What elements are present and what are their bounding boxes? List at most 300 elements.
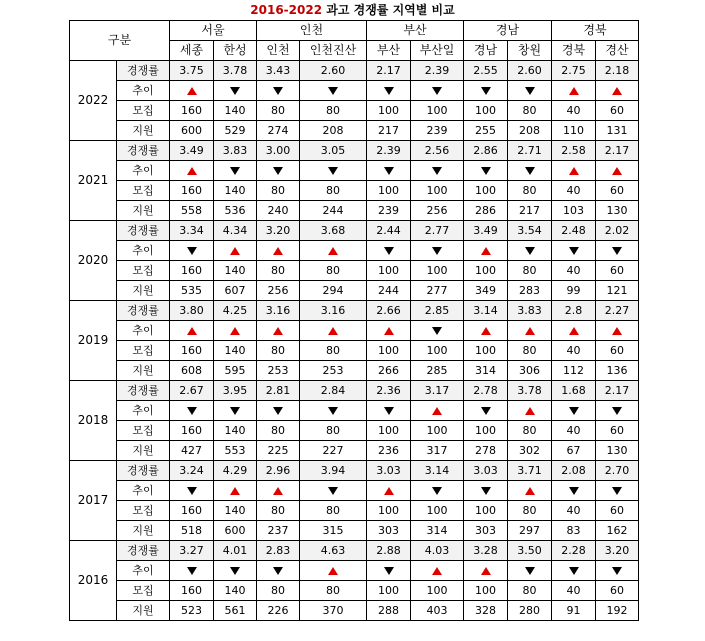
applicants-cell: 536 <box>214 201 257 221</box>
triangle-up-icon <box>612 167 622 175</box>
row-label-rate: 경쟁률 <box>117 141 170 161</box>
triangle-up-icon <box>569 87 579 95</box>
triangle-down-icon <box>187 407 197 415</box>
rate-cell: 2.77 <box>411 221 464 241</box>
school-header: 부산 <box>367 41 411 61</box>
quota-cell: 100 <box>411 261 464 281</box>
quota-cell: 60 <box>596 341 639 361</box>
triangle-down-icon <box>384 167 394 175</box>
triangle-up-icon <box>187 87 197 95</box>
quota-cell: 80 <box>257 581 300 601</box>
rate-cell: 4.25 <box>214 301 257 321</box>
trend-cell <box>596 401 639 421</box>
rate-cell: 2.67 <box>170 381 214 401</box>
quota-cell: 80 <box>257 101 300 121</box>
triangle-up-icon <box>525 487 535 495</box>
school-header: 인천진산 <box>300 41 367 61</box>
triangle-up-icon <box>230 327 240 335</box>
trend-cell <box>596 321 639 341</box>
rate-cell: 3.50 <box>508 541 552 561</box>
triangle-down-icon <box>432 487 442 495</box>
quota-cell: 80 <box>508 581 552 601</box>
triangle-up-icon <box>432 567 442 575</box>
trend-cell <box>552 81 596 101</box>
applicants-cell: 121 <box>596 281 639 301</box>
rate-cell: 3.54 <box>508 221 552 241</box>
applicants-cell: 237 <box>257 521 300 541</box>
rate-cell: 3.03 <box>464 461 508 481</box>
triangle-down-icon <box>569 487 579 495</box>
trend-cell <box>411 561 464 581</box>
trend-cell <box>257 321 300 341</box>
rate-cell: 2.17 <box>596 381 639 401</box>
triangle-down-icon <box>481 487 491 495</box>
table-row-trend <box>70 481 639 501</box>
trend-cell <box>411 321 464 341</box>
applicants-cell: 99 <box>552 281 596 301</box>
applicants-cell: 236 <box>367 441 411 461</box>
applicants-cell: 239 <box>411 121 464 141</box>
trend-cell <box>464 81 508 101</box>
applicants-cell: 370 <box>300 601 367 621</box>
quota-cell: 100 <box>464 581 508 601</box>
triangle-up-icon <box>384 327 394 335</box>
region-header: 경남 <box>464 21 552 41</box>
quota-cell: 100 <box>464 501 508 521</box>
applicants-cell: 286 <box>464 201 508 221</box>
quota-cell: 100 <box>411 341 464 361</box>
rate-cell: 3.05 <box>300 141 367 161</box>
rate-cell: 2.44 <box>367 221 411 241</box>
rate-cell: 2.75 <box>552 61 596 81</box>
quota-cell: 160 <box>170 101 214 121</box>
quota-cell: 100 <box>411 181 464 201</box>
applicants-cell: 130 <box>596 441 639 461</box>
rate-cell: 2.85 <box>411 301 464 321</box>
triangle-up-icon <box>432 407 442 415</box>
triangle-up-icon <box>230 247 240 255</box>
school-header: 경남 <box>464 41 508 61</box>
table-row-quota <box>70 181 639 201</box>
row-label-applicants: 지원 <box>117 521 170 541</box>
triangle-down-icon <box>481 407 491 415</box>
table-row-applicants <box>70 441 639 461</box>
triangle-down-icon <box>525 247 535 255</box>
triangle-up-icon <box>273 247 283 255</box>
trend-cell <box>552 161 596 181</box>
school-header: 경산 <box>596 41 639 61</box>
rate-cell: 3.17 <box>411 381 464 401</box>
triangle-down-icon <box>384 247 394 255</box>
row-label-rate: 경쟁률 <box>117 221 170 241</box>
table-row-rate <box>70 61 639 81</box>
rate-cell: 3.49 <box>170 141 214 161</box>
applicants-cell: 558 <box>170 201 214 221</box>
applicants-cell: 256 <box>411 201 464 221</box>
header-row-regions <box>70 21 639 41</box>
row-label-trend: 추이 <box>117 321 170 341</box>
applicants-cell: 328 <box>464 601 508 621</box>
quota-cell: 60 <box>596 261 639 281</box>
rate-cell: 2.8 <box>552 301 596 321</box>
quota-cell: 140 <box>214 181 257 201</box>
rate-cell: 3.16 <box>300 301 367 321</box>
triangle-down-icon <box>569 407 579 415</box>
applicants-cell: 91 <box>552 601 596 621</box>
triangle-down-icon <box>273 407 283 415</box>
trend-cell <box>300 241 367 261</box>
trend-cell <box>214 81 257 101</box>
trend-cell <box>367 321 411 341</box>
rate-cell: 2.56 <box>411 141 464 161</box>
applicants-cell: 217 <box>367 121 411 141</box>
trend-cell <box>214 161 257 181</box>
triangle-down-icon <box>432 247 442 255</box>
rate-cell: 3.27 <box>170 541 214 561</box>
rate-cell: 3.03 <box>367 461 411 481</box>
applicants-cell: 130 <box>596 201 639 221</box>
table-row-trend <box>70 161 639 181</box>
rate-cell: 3.78 <box>214 61 257 81</box>
row-label-quota: 모집 <box>117 261 170 281</box>
triangle-down-icon <box>328 487 338 495</box>
triangle-up-icon <box>328 247 338 255</box>
row-label-quota: 모집 <box>117 501 170 521</box>
trend-cell <box>214 561 257 581</box>
applicants-cell: 283 <box>508 281 552 301</box>
table-row-rate <box>70 301 639 321</box>
applicants-cell: 103 <box>552 201 596 221</box>
trend-cell <box>367 561 411 581</box>
triangle-down-icon <box>328 87 338 95</box>
triangle-up-icon <box>525 327 535 335</box>
table-row-applicants <box>70 521 639 541</box>
table-row-trend <box>70 81 639 101</box>
quota-cell: 80 <box>508 421 552 441</box>
table-row-quota <box>70 421 639 441</box>
applicants-cell: 244 <box>367 281 411 301</box>
quota-cell: 100 <box>367 341 411 361</box>
rate-cell: 2.17 <box>367 61 411 81</box>
trend-cell <box>170 321 214 341</box>
applicants-cell: 303 <box>367 521 411 541</box>
school-header: 인천 <box>257 41 300 61</box>
applicants-cell: 240 <box>257 201 300 221</box>
trend-cell <box>596 561 639 581</box>
quota-cell: 80 <box>300 181 367 201</box>
rate-cell: 2.81 <box>257 381 300 401</box>
table-row-quota <box>70 501 639 521</box>
applicants-cell: 294 <box>300 281 367 301</box>
quota-cell: 100 <box>464 261 508 281</box>
trend-cell <box>508 241 552 261</box>
applicants-cell: 523 <box>170 601 214 621</box>
trend-cell <box>367 81 411 101</box>
triangle-down-icon <box>230 87 240 95</box>
trend-cell <box>300 321 367 341</box>
rate-cell: 2.78 <box>464 381 508 401</box>
year-cell: 2016 <box>70 541 117 621</box>
school-header: 창원 <box>508 41 552 61</box>
rate-cell: 2.39 <box>367 141 411 161</box>
quota-cell: 80 <box>508 261 552 281</box>
triangle-up-icon <box>187 167 197 175</box>
rate-cell: 3.00 <box>257 141 300 161</box>
title-years: 2016-2022 <box>250 3 323 17</box>
applicants-cell: 227 <box>300 441 367 461</box>
trend-cell <box>411 401 464 421</box>
school-header: 경북 <box>552 41 596 61</box>
row-label-quota: 모집 <box>117 181 170 201</box>
applicants-cell: 303 <box>464 521 508 541</box>
rate-cell: 1.68 <box>552 381 596 401</box>
trend-cell <box>300 561 367 581</box>
rate-cell: 2.17 <box>596 141 639 161</box>
applicants-cell: 314 <box>411 521 464 541</box>
trend-cell <box>552 561 596 581</box>
applicants-cell: 131 <box>596 121 639 141</box>
trend-cell <box>552 321 596 341</box>
trend-cell <box>170 241 214 261</box>
quota-cell: 40 <box>552 501 596 521</box>
triangle-down-icon <box>328 167 338 175</box>
rate-cell: 4.03 <box>411 541 464 561</box>
quota-cell: 100 <box>367 501 411 521</box>
rate-cell: 2.36 <box>367 381 411 401</box>
triangle-up-icon <box>230 487 240 495</box>
triangle-down-icon <box>187 567 197 575</box>
rate-cell: 4.34 <box>214 221 257 241</box>
trend-cell <box>214 401 257 421</box>
applicants-cell: 306 <box>508 361 552 381</box>
quota-cell: 80 <box>508 501 552 521</box>
quota-cell: 100 <box>411 581 464 601</box>
year-cell: 2017 <box>70 461 117 541</box>
triangle-down-icon <box>384 567 394 575</box>
rate-cell: 4.63 <box>300 541 367 561</box>
triangle-down-icon <box>273 167 283 175</box>
quota-cell: 100 <box>464 101 508 121</box>
table-row-trend <box>70 561 639 581</box>
rate-cell: 3.14 <box>464 301 508 321</box>
triangle-down-icon <box>612 247 622 255</box>
rate-cell: 3.24 <box>170 461 214 481</box>
table-row-quota <box>70 101 639 121</box>
rate-cell: 2.27 <box>596 301 639 321</box>
region-header: 부산 <box>367 21 464 41</box>
school-header: 세종 <box>170 41 214 61</box>
table-row-rate <box>70 221 639 241</box>
year-cell: 2020 <box>70 221 117 301</box>
row-label-applicants: 지원 <box>117 441 170 461</box>
applicants-cell: 518 <box>170 521 214 541</box>
row-label-applicants: 지원 <box>117 281 170 301</box>
triangle-up-icon <box>187 327 197 335</box>
triangle-down-icon <box>230 567 240 575</box>
year-cell: 2021 <box>70 141 117 221</box>
triangle-down-icon <box>432 87 442 95</box>
triangle-down-icon <box>187 487 197 495</box>
triangle-up-icon <box>569 327 579 335</box>
applicants-cell: 561 <box>214 601 257 621</box>
quota-cell: 40 <box>552 181 596 201</box>
row-label-rate: 경쟁률 <box>117 61 170 81</box>
school-header: 한성 <box>214 41 257 61</box>
year-cell: 2018 <box>70 381 117 461</box>
rate-cell: 2.71 <box>508 141 552 161</box>
row-label-quota: 모집 <box>117 581 170 601</box>
applicants-cell: 403 <box>411 601 464 621</box>
applicants-cell: 600 <box>170 121 214 141</box>
trend-cell <box>411 481 464 501</box>
trend-cell <box>170 481 214 501</box>
rate-cell: 2.18 <box>596 61 639 81</box>
row-label-quota: 모집 <box>117 421 170 441</box>
row-label-rate: 경쟁률 <box>117 461 170 481</box>
quota-cell: 40 <box>552 581 596 601</box>
applicants-cell: 302 <box>508 441 552 461</box>
trend-cell <box>552 241 596 261</box>
corner-label: 구분 <box>70 21 170 61</box>
rate-cell: 4.01 <box>214 541 257 561</box>
table-row-applicants <box>70 201 639 221</box>
rate-cell: 3.20 <box>257 221 300 241</box>
trend-cell <box>300 81 367 101</box>
rate-cell: 2.39 <box>411 61 464 81</box>
table-row-rate <box>70 541 639 561</box>
trend-cell <box>257 401 300 421</box>
row-label-rate: 경쟁률 <box>117 541 170 561</box>
quota-cell: 140 <box>214 501 257 521</box>
applicants-cell: 162 <box>596 521 639 541</box>
table-row-applicants <box>70 281 639 301</box>
applicants-cell: 535 <box>170 281 214 301</box>
quota-cell: 80 <box>257 181 300 201</box>
applicants-cell: 595 <box>214 361 257 381</box>
row-label-trend: 추이 <box>117 561 170 581</box>
applicants-cell: 600 <box>214 521 257 541</box>
row-label-trend: 추이 <box>117 161 170 181</box>
applicants-cell: 208 <box>508 121 552 141</box>
quota-cell: 160 <box>170 501 214 521</box>
trend-cell <box>257 241 300 261</box>
table-row-trend <box>70 401 639 421</box>
quota-cell: 60 <box>596 581 639 601</box>
trend-cell <box>170 161 214 181</box>
triangle-down-icon <box>328 407 338 415</box>
quota-cell: 100 <box>464 341 508 361</box>
trend-cell <box>508 401 552 421</box>
trend-cell <box>411 241 464 261</box>
rate-cell: 3.71 <box>508 461 552 481</box>
triangle-down-icon <box>432 327 442 335</box>
quota-cell: 80 <box>257 261 300 281</box>
quota-cell: 80 <box>508 181 552 201</box>
trend-cell <box>508 81 552 101</box>
rate-cell: 3.94 <box>300 461 367 481</box>
year-cell: 2019 <box>70 301 117 381</box>
rate-cell: 3.95 <box>214 381 257 401</box>
table-row-trend <box>70 241 639 261</box>
trend-cell <box>596 81 639 101</box>
row-label-applicants: 지원 <box>117 361 170 381</box>
applicants-cell: 244 <box>300 201 367 221</box>
trend-cell <box>367 481 411 501</box>
trend-cell <box>508 321 552 341</box>
trend-cell <box>257 81 300 101</box>
trend-cell <box>300 161 367 181</box>
quota-cell: 140 <box>214 421 257 441</box>
region-header: 인천 <box>257 21 367 41</box>
applicants-cell: 288 <box>367 601 411 621</box>
applicants-cell: 285 <box>411 361 464 381</box>
trend-cell <box>214 321 257 341</box>
trend-cell <box>552 401 596 421</box>
quota-cell: 80 <box>300 581 367 601</box>
trend-cell <box>508 481 552 501</box>
rate-cell: 3.20 <box>596 541 639 561</box>
rate-cell: 3.83 <box>508 301 552 321</box>
triangle-up-icon <box>612 87 622 95</box>
trend-cell <box>367 241 411 261</box>
rate-cell: 3.80 <box>170 301 214 321</box>
applicants-cell: 226 <box>257 601 300 621</box>
quota-cell: 140 <box>214 101 257 121</box>
rate-cell: 3.16 <box>257 301 300 321</box>
applicants-cell: 314 <box>464 361 508 381</box>
triangle-down-icon <box>384 87 394 95</box>
quota-cell: 100 <box>411 101 464 121</box>
table-row-applicants <box>70 121 639 141</box>
triangle-down-icon <box>612 407 622 415</box>
row-label-trend: 추이 <box>117 481 170 501</box>
region-header: 경북 <box>552 21 639 41</box>
triangle-down-icon <box>481 87 491 95</box>
triangle-up-icon <box>481 247 491 255</box>
rate-cell: 3.83 <box>214 141 257 161</box>
quota-cell: 100 <box>367 181 411 201</box>
table-row-rate <box>70 141 639 161</box>
applicants-cell: 110 <box>552 121 596 141</box>
triangle-up-icon <box>481 567 491 575</box>
quota-cell: 140 <box>214 261 257 281</box>
applicants-cell: 239 <box>367 201 411 221</box>
applicants-cell: 256 <box>257 281 300 301</box>
rate-cell: 2.83 <box>257 541 300 561</box>
row-label-rate: 경쟁률 <box>117 301 170 321</box>
triangle-down-icon <box>569 567 579 575</box>
applicants-cell: 553 <box>214 441 257 461</box>
applicants-cell: 317 <box>411 441 464 461</box>
row-label-quota: 모집 <box>117 341 170 361</box>
applicants-cell: 315 <box>300 521 367 541</box>
applicants-cell: 277 <box>411 281 464 301</box>
quota-cell: 80 <box>300 421 367 441</box>
rate-cell: 3.34 <box>170 221 214 241</box>
rate-cell: 3.49 <box>464 221 508 241</box>
rate-cell: 2.96 <box>257 461 300 481</box>
triangle-down-icon <box>273 87 283 95</box>
quota-cell: 160 <box>170 181 214 201</box>
quota-cell: 140 <box>214 581 257 601</box>
trend-cell <box>170 561 214 581</box>
quota-cell: 100 <box>367 421 411 441</box>
applicants-cell: 67 <box>552 441 596 461</box>
trend-cell <box>596 481 639 501</box>
quota-cell: 80 <box>300 261 367 281</box>
quota-cell: 80 <box>257 341 300 361</box>
applicants-cell: 253 <box>257 361 300 381</box>
